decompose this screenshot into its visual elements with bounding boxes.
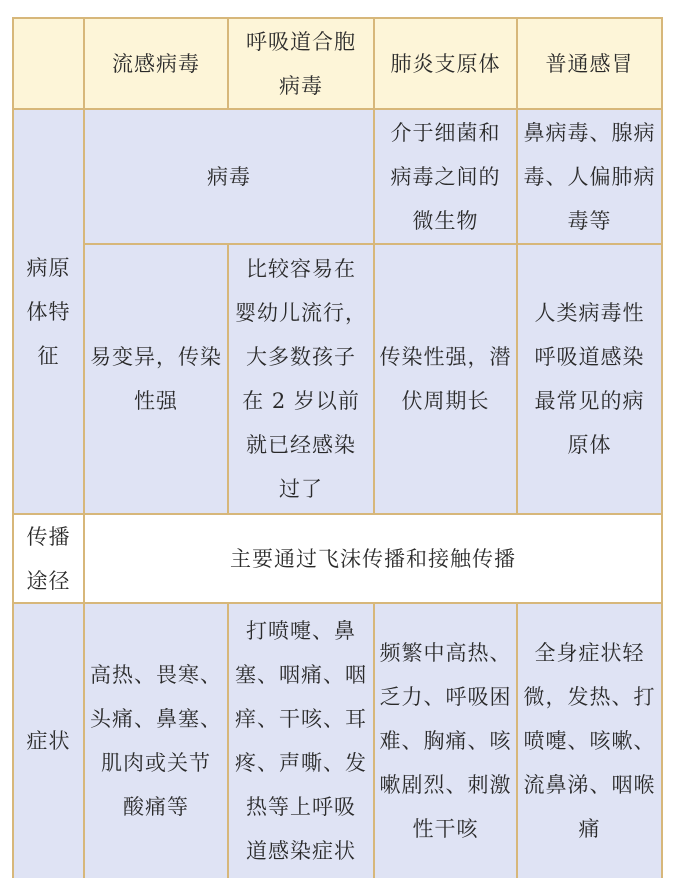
symptoms-influenza-cell — [85, 604, 227, 878]
row-label-pathogen — [14, 110, 83, 513]
header-rsv — [229, 19, 373, 108]
row-label-transmission — [14, 515, 83, 602]
row-label-transmission-text: 传播 途径 — [26, 524, 71, 593]
pathogen-rsv-detail-text: 比较容易在 婴幼儿流行， 大多数孩子 在 2 岁以前 就已经感染 过了 — [235, 257, 367, 501]
row-label-symptoms — [14, 604, 83, 878]
symptoms-common-cold-cell — [518, 604, 661, 878]
pathogen-common-cold-detail-cell — [518, 245, 661, 513]
symptoms-rsv-text: 打喷嚏、鼻 塞、咽痛、咽 痒、干咳、耳 疼、声嘶、发 热等上呼吸 道感染症状 — [235, 619, 367, 863]
header-mycoplasma — [375, 19, 516, 108]
pathogen-common-cold-cell — [518, 110, 661, 243]
transmission-merged-cell — [85, 515, 661, 602]
row-label-pathogen-text: 病原 体特 征 — [26, 255, 71, 368]
pathogen-mycoplasma-detail-text: 传染性强，潜 伏周期长 — [379, 345, 512, 413]
header-influenza — [85, 19, 227, 108]
row-label-symptoms-text: 症状 — [26, 729, 71, 753]
header-blank-cell — [14, 19, 83, 108]
pathogen-influenza-detail-text: 易变异，传染 性强 — [90, 345, 222, 413]
symptoms-influenza-text: 高热、畏寒、 头痛、鼻塞、 肌肉或关节 酸痛等 — [90, 663, 222, 819]
header-common-cold-label: 普通感冒 — [545, 51, 634, 76]
header-mycoplasma-label: 肺炎支原体 — [390, 51, 501, 76]
pathogen-rsv-detail-cell — [229, 245, 373, 513]
pathogen-mycoplasma-text: 介于细菌和 病毒之间的 微生物 — [390, 120, 501, 233]
symptoms-rsv-cell — [229, 604, 373, 878]
pathogen-virus-text: 病毒 — [207, 164, 251, 189]
header-rsv-label: 呼吸道合胞 病毒 — [246, 29, 356, 98]
symptoms-mycoplasma-text: 频繁中高热、 乏力、呼吸困 难、胸痛、咳 嗽剧烈、刺激 性干咳 — [379, 641, 512, 841]
pathogen-common-cold-text: 鼻病毒、腺病 毒、人偏肺病 毒等 — [523, 120, 656, 233]
header-common-cold — [518, 19, 661, 108]
header-influenza-label: 流感病毒 — [112, 51, 200, 76]
pathogen-common-cold-detail-text: 人类病毒性 呼吸道感染 最常见的病 原体 — [534, 301, 645, 457]
pathogen-mycoplasma-detail-cell — [375, 245, 516, 513]
pathogen-mycoplasma-cell — [375, 110, 516, 243]
symptoms-mycoplasma-cell — [375, 604, 516, 878]
transmission-text: 主要通过飞沫传播和接触传播 — [230, 546, 516, 571]
pathogen-virus-merged-cell — [85, 110, 373, 243]
symptoms-common-cold-text: 全身症状轻 微，发热、打 喷嚏、咳嗽、 流鼻涕、咽喉 痛 — [523, 641, 656, 841]
pathogen-influenza-detail-cell — [85, 245, 227, 513]
